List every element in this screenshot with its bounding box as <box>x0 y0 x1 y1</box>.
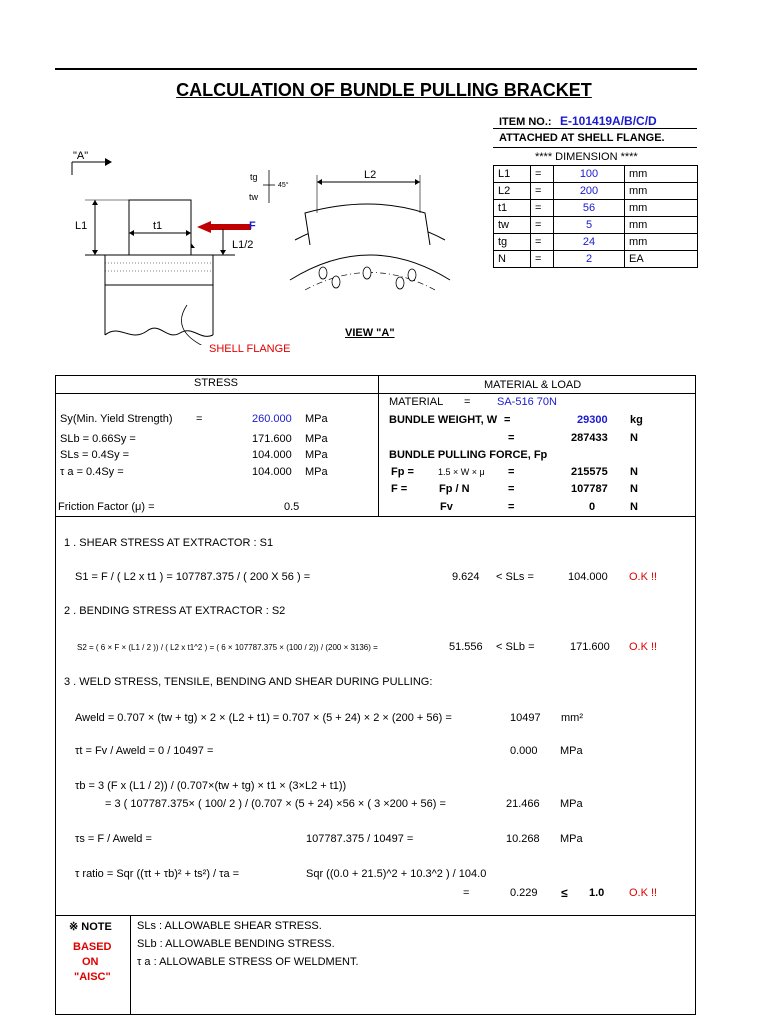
sec2-heading: 2 . BENDING STRESS AT EXTRACTOR : S2 <box>64 605 286 617</box>
stress-header: STRESS <box>194 377 239 389</box>
dimension-eq: = <box>531 234 554 251</box>
dimension-row <box>494 234 698 251</box>
dimension-value: 200 <box>554 183 625 200</box>
weight-kg-unit: kg <box>630 414 643 426</box>
friction-label: Friction Factor (μ) = <box>58 501 155 513</box>
dimension-name: tw <box>494 217 531 234</box>
fv-value: 0 <box>589 501 596 513</box>
dimension-row <box>494 251 698 268</box>
tb-formula-2: = 3 ( 107787.375× ( 100/ 2 ) / (0.707 × (5 + 24) ×56 × ( 3 ×200 + 56) = <box>105 798 446 810</box>
stress-value: 104.000 <box>252 449 292 461</box>
dimension-table <box>493 165 698 268</box>
dimension-name: N <box>494 251 531 268</box>
dimension-name: L2 <box>494 183 531 200</box>
tb-value: 21.466 <box>506 798 540 810</box>
dimension-value: 5 <box>554 217 625 234</box>
view-marker-a: "A" <box>73 150 89 162</box>
material-value: SA-516 70N <box>497 396 557 408</box>
based-line-3: "AISC" <box>74 971 111 983</box>
dimension-unit: mm <box>625 234 698 251</box>
sec2-allow: 171.600 <box>570 641 610 653</box>
f-eq: = <box>508 483 515 495</box>
f-unit: N <box>630 483 638 495</box>
dimension-eq: = <box>531 200 554 217</box>
dimension-row <box>494 166 698 183</box>
stress-eq: = <box>196 413 203 425</box>
weight-kg: 29300 <box>577 414 608 426</box>
sec1-formula: S1 = F / ( L2 x t1 ) = 107787.375 / ( 200 X 56 ) = <box>75 571 311 583</box>
sec1-allow: 104.000 <box>568 571 608 583</box>
page-title: CALCULATION OF BUNDLE PULLING BRACKET <box>176 80 592 100</box>
attached-note: ATTACHED AT SHELL FLANGE. <box>499 132 665 144</box>
based-line-2: ON <box>82 956 99 968</box>
item-label: ITEM NO.: <box>499 116 552 128</box>
dimension-value: 56 <box>554 200 625 217</box>
f-value: 107787 <box>571 483 608 495</box>
dimension-header: **** DIMENSION **** <box>535 151 638 163</box>
note-label: ※ NOTE <box>69 921 112 933</box>
ratio-limit: 1.0 <box>589 887 605 899</box>
fv-eq: = <box>508 501 515 513</box>
top-rule <box>55 68 697 70</box>
ts-value: 10.268 <box>506 833 540 845</box>
material-eq: = <box>464 396 471 408</box>
dimension-unit: mm <box>625 166 698 183</box>
tb-formula-1: τb = 3 (F x (L1 / 2)) / (0.707×(tw + tg) × t1 × (3×L2 + t1)) <box>75 780 347 792</box>
fp-label: Fp = <box>391 466 414 478</box>
dimension-eq: = <box>531 166 554 183</box>
aweld-formula: Aweld = 0.707 × (tw + tg) × 2 × (L2 + t1) = 0.707 × (5 + 24) × 2 × (200 + 56) = <box>75 712 452 724</box>
dimension-value: 24 <box>554 234 625 251</box>
weight-n-eq: = <box>508 432 515 444</box>
fp-formula: 1.5 × W × μ <box>438 467 485 477</box>
dimension-name: tg <box>494 234 531 251</box>
label-t1: t1 <box>153 220 163 232</box>
ratio-value: 0.229 <box>510 887 538 899</box>
bracket-sketch <box>55 145 495 345</box>
dimension-value: 2 <box>554 251 625 268</box>
note-line-1: SLs : ALLOWABLE SHEAR STRESS. <box>137 920 322 932</box>
stress-value: 260.000 <box>252 413 292 425</box>
sec1-compare: < SLs = <box>496 571 534 583</box>
dimension-unit: mm <box>625 217 698 234</box>
stress-value: 171.600 <box>252 433 292 445</box>
dimension-unit: mm <box>625 183 698 200</box>
ratio-mid: Sqr ((0.0 + 21.5)^2 + 10.3^2 ) / 104.0 <box>306 868 487 880</box>
label-l2: L2 <box>364 169 377 181</box>
weight-label: BUNDLE WEIGHT, W <box>389 414 498 426</box>
weight-n-unit: N <box>630 432 638 444</box>
sec1-ok: O.K !! <box>629 571 658 583</box>
ratio-eq: = <box>463 887 470 899</box>
aweld-value: 10497 <box>510 712 541 724</box>
ts-unit: MPa <box>560 833 583 845</box>
ratio-ok: O.K !! <box>629 887 658 899</box>
tt-unit: MPa <box>560 745 583 757</box>
sec1-heading: 1 . SHEAR STRESS AT EXTRACTOR : S1 <box>64 537 274 549</box>
note-line-3: τ a : ALLOWABLE STRESS OF WELDMENT. <box>137 956 359 968</box>
stress-unit: MPa <box>305 413 328 425</box>
item-number: E-101419A/B/C/D <box>560 114 657 128</box>
material-header: MATERIAL & LOAD <box>484 379 582 391</box>
f-label: F = <box>391 483 408 495</box>
material-label: MATERIAL <box>389 396 444 408</box>
dimension-value: 100 <box>554 166 625 183</box>
label-force: F <box>249 220 256 232</box>
weight-n: 287433 <box>571 432 608 444</box>
view-a-caption: VIEW "A" <box>345 327 395 339</box>
ratio-formula: τ ratio = Sqr ((τt + τb)² + ts²) / τa = <box>75 868 240 880</box>
dimension-row <box>494 200 698 217</box>
shell-flange-label: SHELL FLANGE <box>209 343 291 355</box>
force-label: BUNDLE PULLING FORCE, Fp <box>389 449 548 461</box>
dimension-name: t1 <box>494 200 531 217</box>
stress-label: Sy(Min. Yield Strength) <box>60 413 173 425</box>
tb-unit: MPa <box>560 798 583 810</box>
stress-unit: MPa <box>305 433 328 445</box>
fp-eq: = <box>508 466 515 478</box>
label-l1: L1 <box>75 220 88 232</box>
label-tw: tw <box>249 192 258 202</box>
dimension-unit: EA <box>625 251 698 268</box>
stress-label: SLb = 0.66Sy = <box>60 433 136 445</box>
stress-unit: MPa <box>305 449 328 461</box>
f-formula: Fp / N <box>439 483 470 495</box>
note-line-2: SLb : ALLOWABLE BENDING STRESS. <box>137 938 335 950</box>
friction-value: 0.5 <box>284 501 300 513</box>
sec2-value: 51.556 <box>449 641 483 653</box>
stress-label: τ a = 0.4Sy = <box>60 466 124 478</box>
dimension-row <box>494 183 698 200</box>
stress-label: SLs = 0.4Sy = <box>60 449 130 461</box>
tt-value: 0.000 <box>510 745 538 757</box>
fv-unit: N <box>630 501 638 513</box>
dimension-unit: mm <box>625 200 698 217</box>
fp-unit: N <box>630 466 638 478</box>
dimension-row <box>494 217 698 234</box>
dimension-eq: = <box>531 251 554 268</box>
sec2-compare: < SLb = <box>496 641 535 653</box>
label-degree: 45° <box>278 182 289 189</box>
dimension-eq: = <box>531 217 554 234</box>
dimension-name: L1 <box>494 166 531 183</box>
label-tg: tg <box>250 172 258 182</box>
fv-label: Fv <box>440 501 453 513</box>
stress-value: 104.000 <box>252 466 292 478</box>
sec3-heading: 3 . WELD STRESS, TENSILE, BENDING AND SHEAR DURING PULLING: <box>64 676 433 688</box>
fp-value: 215575 <box>571 466 608 478</box>
ratio-compare: ≤ <box>561 886 568 900</box>
dimension-eq: = <box>531 183 554 200</box>
label-l1-half: L1/2 <box>232 239 254 251</box>
based-line-1: BASED <box>73 941 112 953</box>
sec2-ok: O.K !! <box>629 641 658 653</box>
weight-eq: = <box>504 414 511 426</box>
sec1-value: 9.624 <box>452 571 480 583</box>
aweld-unit: mm² <box>561 712 583 724</box>
stress-unit: MPa <box>305 466 328 478</box>
sec2-formula: S2 = ( 6 × F × (L1 / 2 )) / ( L2 x t1^2 ) = ( 6 × 107787.375 × (100 / 2)) / (200 × 3136) = <box>77 643 378 652</box>
ts-formula: τs = F / Aweld = <box>75 833 152 845</box>
tt-formula: τt = Fv / Aweld = 0 / 10497 = <box>75 745 214 757</box>
ts-mid: 107787.375 / 10497 = <box>306 833 414 845</box>
